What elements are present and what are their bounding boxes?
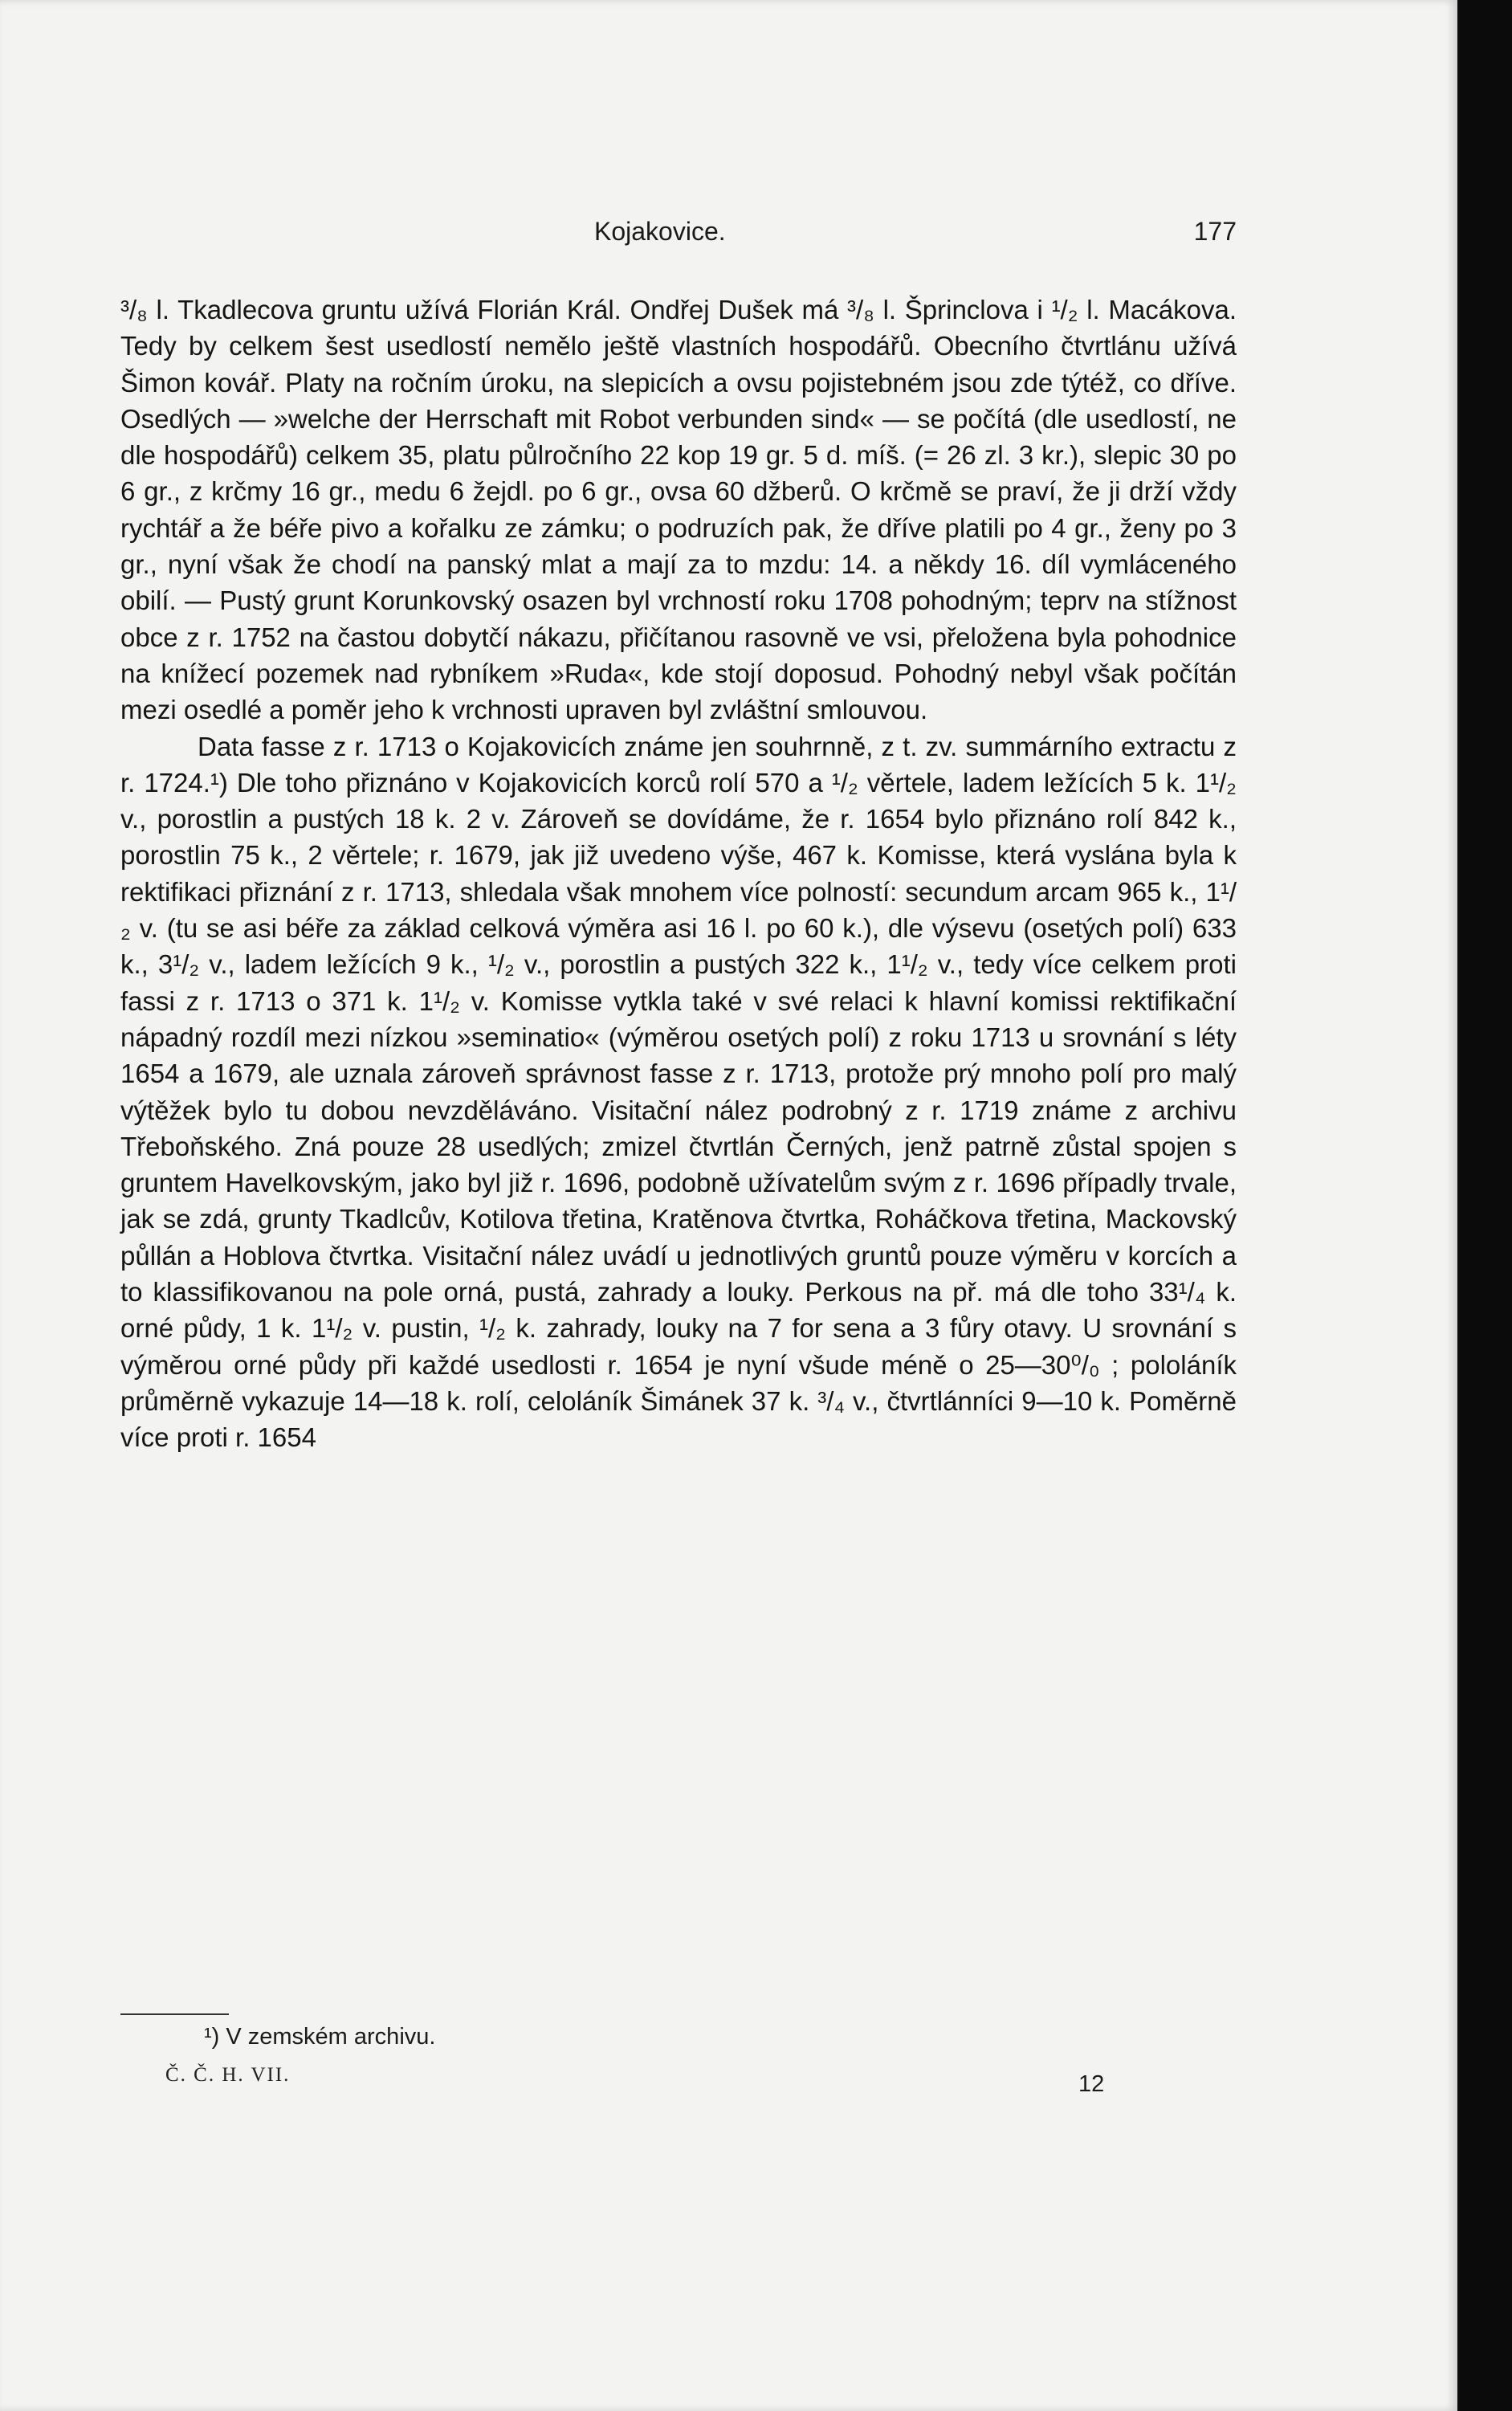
sheet-number: 12 bbox=[1078, 2071, 1105, 2097]
printer-signature: Č. Č. H. VII. bbox=[165, 2064, 291, 2086]
scan-edge bbox=[1457, 0, 1512, 2411]
running-title: Kojakovice. bbox=[594, 217, 726, 246]
page-header bbox=[120, 217, 1237, 257]
footnote-1: ¹) V zemském archivu. bbox=[204, 2024, 436, 2050]
page-number: 177 bbox=[1193, 217, 1237, 246]
footnote-divider bbox=[120, 2013, 229, 2015]
paragraph-2: Data fasse z r. 1713 o Kojakovicích známe jen souhrnně, z t. zv. summárního extractu z r. 1724.¹) Dle toho přiznáno v Kojakovicích korců rolí 570 a ¹/₂ věrtele, ladem ležících 5 k. 1¹/₂ v., porostlin a pustých 18 k. 2 v. Zároveň se dovídáme, že r. 1654 bylo přiznáno rolí 842 k., porostlin 75 k., 2 věrtele; r. 1679, jak již uvedeno výše, 467 k. Komisse, která vyslána byla k rektifikaci přiznání z r. 1713, shledala však mnohem více polností: secundum arcam 965 k., 1¹/₂ v. (tu se asi béře za základ celková výměra asi 16 l. po 60 k.), dle výsevu (osetých polí) 633 k., 3¹/₂ v., ladem ležících 9 k., ¹/₂ v., porostlin a pustých 322 k., 1¹/₂ v., tedy více celkem proti fassi z r. 1713 o 371 k. 1¹/₂ v. Komisse vytkla také v své relaci k hlavní komissi rektifikační nápadný rozdíl mezi nízkou »seminatio« (výměrou osetých polí) z roku 1713 u srovnání s léty 1654 a 1679, ale uznala zároveň správnost fasse z r. 1713, protože prý mnoho polí pro malý výtěžek bylo tu dobou nevzděláváno. Visitační nález podrobný z r. 1719 známe z archivu Třeboňského. Zná pouze 28 usedlých; zmizel čtvrtlán Černých, jenž patrně zůstal spojen s gruntem Havelkovským, jako byl již r. 1696, podobně užívatelům svým z r. 1696 případly trvale, jak se zdá, grunty Tkadlcův, Kotilova třetina, Kratěnova čtvrtka, Roháčkova třetina, Mackovský půllán a Hoblova čtvrtka. Visitační nález uvádí u jednotlivých gruntů pouze výměru v korcích a to klassifikovanou na pole orná, pustá, zahrady a louky. Perkous na př. má dle toho 33¹/₄ k. orné půdy, 1 k. 1¹/₂ v. pustin, ¹/₂ k. zahrady, louky na 7 for sena a 3 fůry otavy. U srovnání s výměrou orné půdy při každé usedlosti r. 1654 je nyní všude méně o 25—30⁰/₀ ; pololáník průměrně vykazuje 14—18 k. rolí, celoláník Šimánek 37 k. ³/₄ v., čtvrtlánníci 9—10 k. Poměrně více proti r. 1654 bbox=[120, 731, 1237, 1453]
body-text bbox=[120, 292, 1237, 1456]
paragraph-1: ³/₈ l. Tkadlecova gruntu užívá Florián Král. Ondřej Dušek má ³/₈ l. Šprinclova i ¹/₂ l. Macákova. Tedy by celkem šest usedlostí nemělo ještě vlastních hospodářů. Obecního čtvrtlánu užívá Šimon kovář. Platy na ročním úroku, na slepicích a ovsu pojistebném jsou zde týtéž, co dříve. Osedlých — »welche der Herrschaft mit Robot verbunden sind« — se počítá (dle usedlostí, ne dle hospodářů) celkem 35, platu půlročního 22 kop 19 gr. 5 d. míš. (= 26 zl. 3 kr.), slepic 30 po 6 gr., z krčmy 16 gr., medu 6 žejdl. po 6 gr., ovsa 60 džberů. O krčmě se praví, že ji drží vždy rychtář a že béře pivo a kořalku ze zámku; o podruzích pak, že dříve platili po 4 gr., ženy po 3 gr., nyní však že chodí na panský mlat a mají za to mzdu: 14. a někdy 16. díl vymláceného obilí. — Pustý grunt Korunkovský osazen byl vrchností roku 1708 pohodným; teprv na stížnost obce z r. 1752 na častou dobytčí nákazu, přičítanou rasovně ve vsi, přeložena byla pohodnice na knížecí pozemek nad rybníkem »Ruda«, kde stojí doposud. Pohodný nebyl však počítán mezi osedlé a poměr jeho k vrchnosti upraven byl zvláštní smlouvou. bbox=[120, 295, 1237, 725]
